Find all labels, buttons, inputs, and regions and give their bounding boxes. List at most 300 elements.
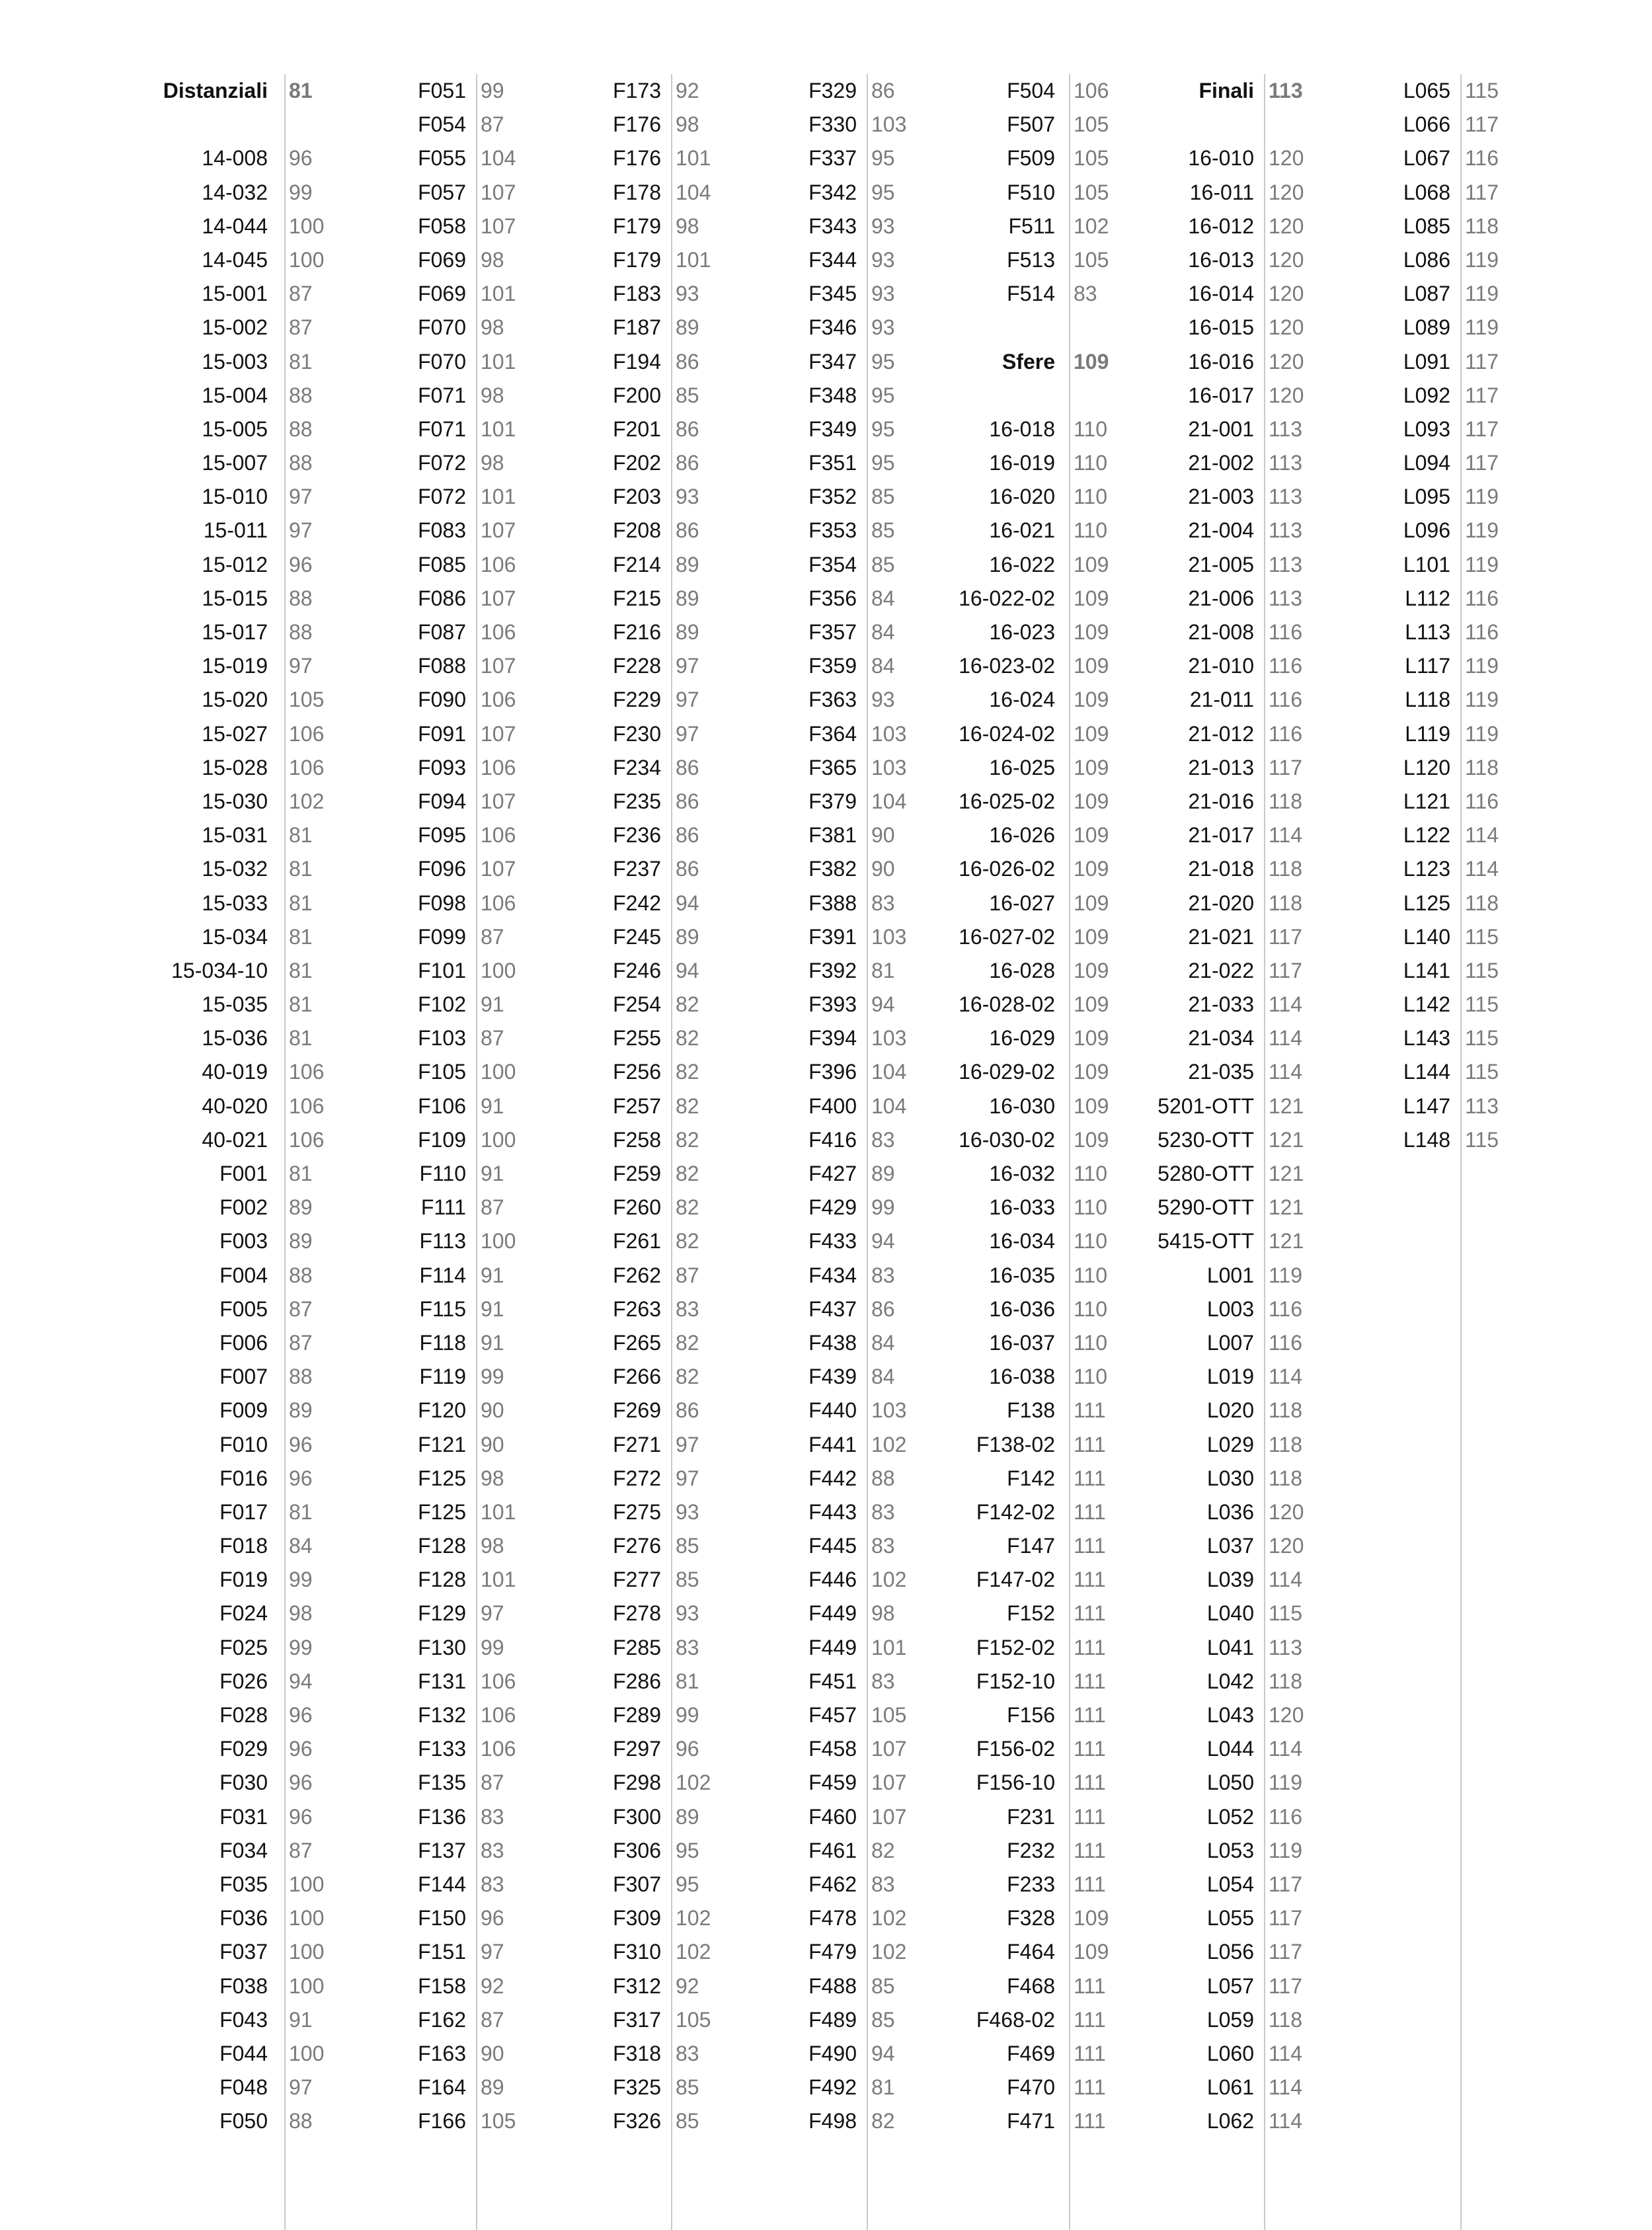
index-row xyxy=(0,1766,1396,1800)
page-number: 107 xyxy=(481,789,516,813)
page-number: 111 xyxy=(1074,2109,1106,2133)
item-code: F102 xyxy=(418,992,466,1017)
item-code: F286 xyxy=(613,1669,661,1693)
item-code: F125 xyxy=(418,1499,466,1524)
page-number: 109 xyxy=(1074,823,1109,848)
item-code: F337 xyxy=(808,146,857,171)
page-number: 83 xyxy=(481,1804,504,1829)
page-number: 116 xyxy=(1269,1330,1303,1355)
page-number: 97 xyxy=(481,1940,504,1964)
page-number: 94 xyxy=(676,891,699,915)
item-code: F017 xyxy=(219,1499,268,1524)
page-number: 109 xyxy=(1074,789,1109,813)
item-code: L044 xyxy=(1206,1737,1254,1761)
item-code: L117 xyxy=(1405,654,1450,678)
page-number: 109 xyxy=(1074,1060,1109,1084)
page-number: 87 xyxy=(481,1026,504,1051)
page-number: 109 xyxy=(1074,1094,1109,1118)
page-number: 117 xyxy=(1465,417,1499,441)
item-code: F098 xyxy=(418,891,466,915)
page-number: 82 xyxy=(676,1162,699,1185)
item-code: F353 xyxy=(808,518,857,543)
item-code: 14-008 xyxy=(202,146,268,171)
item-code: F131 xyxy=(418,1669,466,1693)
page-number: 102 xyxy=(871,1940,907,1964)
page-number: 99 xyxy=(289,1635,313,1659)
page-number: 81 xyxy=(289,924,313,949)
item-code: 16-030 xyxy=(989,1094,1055,1118)
page-number: 95 xyxy=(676,1872,699,1896)
page-number: 88 xyxy=(871,1466,895,1490)
page-number: 111 xyxy=(1074,2075,1106,2100)
item-code: L029 xyxy=(1206,1432,1254,1456)
page-number: 93 xyxy=(676,1499,699,1524)
item-code: F392 xyxy=(808,958,857,982)
index-row xyxy=(0,1495,1396,1529)
page-number: 121 xyxy=(1269,1195,1304,1220)
page-number: 110 xyxy=(1074,1365,1108,1389)
page-number: 92 xyxy=(676,79,699,102)
page-number: 111 xyxy=(1074,1771,1106,1795)
page-number: 96 xyxy=(289,1804,313,1829)
page-number: 111 xyxy=(1074,2007,1106,2032)
page-number: 89 xyxy=(289,1229,313,1254)
item-code: F069 xyxy=(418,247,466,272)
item-code: 15-017 xyxy=(202,620,268,644)
page-number: 114 xyxy=(1269,1026,1303,1051)
item-code: L118 xyxy=(1405,688,1450,712)
page-number: 104 xyxy=(676,180,711,204)
item-code: F093 xyxy=(418,755,466,779)
index-row xyxy=(0,176,1593,210)
item-code: L123 xyxy=(1403,857,1450,881)
item-code: F176 xyxy=(613,112,661,137)
item-code: F513 xyxy=(1007,247,1055,272)
page-number: 90 xyxy=(481,2041,504,2065)
page-number: 85 xyxy=(676,2075,699,2100)
page-number: 101 xyxy=(481,1499,516,1524)
page-number: 115 xyxy=(1465,992,1499,1017)
page-number: 110 xyxy=(1074,451,1108,475)
page-number: 116 xyxy=(1269,1804,1303,1829)
page-number: 101 xyxy=(871,1635,907,1659)
item-code: F034 xyxy=(219,1838,268,1862)
item-code: 15-005 xyxy=(202,417,268,441)
item-code: 21-010 xyxy=(1188,654,1254,678)
page-number: 82 xyxy=(676,1026,699,1051)
page-number: 114 xyxy=(1269,2109,1303,2133)
index-row xyxy=(0,818,1593,852)
page-number: 107 xyxy=(481,654,516,678)
index-row xyxy=(0,1698,1396,1732)
page-number: 104 xyxy=(871,1060,907,1084)
page-number: 109 xyxy=(1074,1940,1109,1964)
item-code: F009 xyxy=(219,1398,268,1423)
page-number: 92 xyxy=(676,1973,699,1998)
item-code: 16-024-02 xyxy=(959,721,1055,746)
item-code: F356 xyxy=(808,586,857,610)
page-number: 109 xyxy=(1074,1127,1109,1152)
page-number: 116 xyxy=(1465,146,1499,171)
item-code: L122 xyxy=(1403,823,1450,848)
index-row xyxy=(0,852,1593,886)
item-code: F469 xyxy=(1007,2041,1055,2065)
item-code: 15-011 xyxy=(203,518,268,543)
page-number: 84 xyxy=(871,1330,895,1355)
page-number: 88 xyxy=(289,417,313,441)
page-number: 93 xyxy=(871,688,895,712)
item-code: L148 xyxy=(1403,1127,1450,1152)
item-code: F429 xyxy=(808,1195,857,1220)
page-number: 106 xyxy=(481,1669,516,1693)
page-number: 116 xyxy=(1465,789,1499,813)
item-code: L093 xyxy=(1403,417,1450,441)
item-code: F156 xyxy=(1007,1703,1055,1727)
item-code: F328 xyxy=(1007,1906,1055,1931)
item-code: L067 xyxy=(1403,146,1450,171)
page-number: 91 xyxy=(481,992,504,1017)
item-code: F130 xyxy=(418,1635,466,1659)
index-row xyxy=(0,1935,1396,1969)
item-code: 5415-OTT xyxy=(1158,1229,1254,1254)
page-number: 81 xyxy=(289,992,313,1017)
item-code: F325 xyxy=(613,2075,661,2100)
page-number: 106 xyxy=(481,823,516,848)
item-code: F113 xyxy=(419,1229,466,1254)
item-code: 15-036 xyxy=(202,1026,268,1051)
page-number: 103 xyxy=(871,721,907,746)
item-code: L089 xyxy=(1403,315,1450,340)
item-code: F351 xyxy=(808,451,857,475)
item-code: F276 xyxy=(613,1534,661,1558)
item-code: F142-02 xyxy=(976,1499,1055,1524)
item-code: F050 xyxy=(219,2109,268,2133)
item-code: L054 xyxy=(1206,1872,1254,1896)
index-row xyxy=(0,1021,1593,1055)
page-number: 120 xyxy=(1269,1534,1304,1558)
page-number: 118 xyxy=(1465,214,1499,238)
page-number: 100 xyxy=(481,1127,516,1152)
page-number: 113 xyxy=(1269,451,1303,475)
index-row xyxy=(0,2071,1396,2104)
page-number: 117 xyxy=(1465,383,1499,407)
page-number: 109 xyxy=(1074,654,1109,678)
page-number: 118 xyxy=(1269,789,1303,813)
item-code: 16-022 xyxy=(989,552,1055,577)
page-number: 83 xyxy=(1074,282,1097,306)
item-code: F163 xyxy=(418,2041,466,2065)
index-row xyxy=(0,1224,1396,1258)
item-code: F202 xyxy=(613,451,661,475)
item-code: F083 xyxy=(418,518,466,543)
item-code: F256 xyxy=(613,1060,661,1084)
item-code: 16-027-02 xyxy=(959,924,1055,949)
item-code: L125 xyxy=(1403,891,1450,915)
item-code: F307 xyxy=(613,1872,661,1896)
item-code: 21-035 xyxy=(1188,1060,1254,1084)
item-code: L085 xyxy=(1403,214,1450,238)
page-number: 99 xyxy=(871,1195,895,1220)
item-code: F096 xyxy=(418,857,466,881)
page-number: 93 xyxy=(676,1601,699,1626)
page-number: 102 xyxy=(676,1906,711,1931)
page-number: 99 xyxy=(289,1568,313,1592)
item-code: F449 xyxy=(808,1601,857,1626)
index-row xyxy=(0,548,1593,582)
item-code: F003 xyxy=(219,1229,268,1254)
page-number: 85 xyxy=(871,2007,895,2032)
page-number: 84 xyxy=(871,620,895,644)
page-number: 113 xyxy=(1269,518,1303,543)
item-code: F069 xyxy=(418,282,466,306)
page-number: 81 xyxy=(289,958,313,982)
page-number: 82 xyxy=(676,1060,699,1084)
page-number: 121 xyxy=(1269,1162,1304,1185)
item-code: F128 xyxy=(418,1568,466,1592)
item-code: F187 xyxy=(613,315,661,340)
item-code: 16-010 xyxy=(1188,146,1254,171)
page-number: 89 xyxy=(289,1195,313,1220)
item-code: F451 xyxy=(808,1669,857,1693)
item-code: F464 xyxy=(1007,1940,1055,1964)
item-code: L144 xyxy=(1403,1060,1450,1084)
item-code: F043 xyxy=(219,2007,268,2032)
page-number: 96 xyxy=(289,1737,313,1761)
item-code: F354 xyxy=(808,552,857,577)
page-number: 97 xyxy=(289,2075,313,2100)
item-code: F106 xyxy=(418,1094,466,1118)
page-number: 100 xyxy=(289,214,325,238)
page-number: 107 xyxy=(481,214,516,238)
page-number: 109 xyxy=(1074,755,1109,779)
item-code: L060 xyxy=(1206,2041,1254,2065)
page-number: 81 xyxy=(871,2075,895,2100)
item-code: L050 xyxy=(1206,1771,1254,1795)
page-number: 82 xyxy=(676,1229,699,1254)
item-code: F044 xyxy=(219,2041,268,2065)
page-number: 111 xyxy=(1074,1669,1106,1693)
page-number: 98 xyxy=(676,214,699,238)
page-number: 91 xyxy=(481,1296,504,1321)
page-number: 101 xyxy=(481,349,516,374)
page-number: 114 xyxy=(1269,823,1303,848)
item-code: F128 xyxy=(418,1534,466,1558)
item-code: 15-007 xyxy=(202,451,268,475)
page-number: 83 xyxy=(676,2041,699,2065)
item-code: F183 xyxy=(613,282,661,306)
item-code: L142 xyxy=(1403,992,1450,1017)
page-number: 119 xyxy=(1465,485,1499,509)
page-number: 82 xyxy=(871,1838,895,1862)
item-code: F440 xyxy=(808,1398,857,1423)
item-code: F138 xyxy=(1007,1398,1055,1423)
page-number: 96 xyxy=(676,1737,699,1761)
item-code: F025 xyxy=(219,1635,268,1659)
item-code: F057 xyxy=(418,180,466,204)
item-code: F449 xyxy=(808,1635,857,1659)
page-number: 121 xyxy=(1269,1127,1304,1152)
index-row xyxy=(0,751,1593,785)
item-code: F019 xyxy=(219,1568,268,1592)
page-number: 114 xyxy=(1269,2041,1303,2065)
page-number: 97 xyxy=(676,1466,699,1490)
page-number: 87 xyxy=(481,1195,504,1220)
page-number: 99 xyxy=(289,180,313,204)
item-code: L066 xyxy=(1403,112,1450,137)
item-code: L052 xyxy=(1206,1804,1254,1829)
page-number: 117 xyxy=(1269,924,1303,949)
page-number: 115 xyxy=(1465,958,1499,982)
index-row xyxy=(0,108,1593,141)
item-code: 16-025-02 xyxy=(959,789,1055,813)
page-number: 82 xyxy=(871,2109,895,2133)
page-number: 97 xyxy=(289,518,313,543)
item-code: L147 xyxy=(1403,1094,1450,1118)
page-number: 117 xyxy=(1465,349,1499,374)
page-number: 81 xyxy=(289,1499,313,1524)
item-code: F345 xyxy=(808,282,857,306)
page-number: 111 xyxy=(1074,1398,1106,1423)
item-code: 16-036 xyxy=(989,1296,1055,1321)
page-number: 88 xyxy=(289,586,313,610)
page-number: 85 xyxy=(676,1534,699,1558)
index-row xyxy=(0,2037,1396,2071)
item-code: F260 xyxy=(613,1195,661,1220)
item-code: L096 xyxy=(1403,518,1450,543)
index-row xyxy=(0,1055,1593,1089)
page-number: 84 xyxy=(871,586,895,610)
page-number: 87 xyxy=(289,282,313,306)
page-number: 99 xyxy=(676,1703,699,1727)
item-code: F462 xyxy=(808,1872,857,1896)
page-number: 116 xyxy=(1465,586,1499,610)
item-code: F400 xyxy=(808,1094,857,1118)
page-number: 115 xyxy=(1269,1601,1303,1626)
item-code: F382 xyxy=(808,857,857,881)
page-number: 106 xyxy=(481,688,516,712)
page-number: 120 xyxy=(1269,1499,1304,1524)
item-code: F388 xyxy=(808,891,857,915)
page-number: 98 xyxy=(481,1534,504,1558)
item-code: 14-045 xyxy=(202,247,268,272)
index-row xyxy=(0,1901,1396,1935)
page-number: 101 xyxy=(481,1568,516,1592)
page-number: 106 xyxy=(481,755,516,779)
page-number: 113 xyxy=(1465,1094,1499,1118)
page-number: 119 xyxy=(1269,1263,1303,1287)
page-number: 103 xyxy=(871,755,907,779)
item-code: F071 xyxy=(418,383,466,407)
page-number: 100 xyxy=(481,1229,516,1254)
item-code: F103 xyxy=(418,1026,466,1051)
index-row xyxy=(0,616,1593,649)
index-row xyxy=(0,1800,1396,1834)
item-code: 16-017 xyxy=(1188,383,1254,407)
page-number: 87 xyxy=(481,2007,504,2032)
page-number: 95 xyxy=(871,349,895,374)
page-number: 89 xyxy=(676,586,699,610)
item-code: F278 xyxy=(613,1601,661,1626)
index-row xyxy=(0,887,1593,920)
page-number: 94 xyxy=(871,992,895,1017)
index-row xyxy=(0,683,1593,717)
item-code: F151 xyxy=(418,1940,466,1964)
index-row xyxy=(0,74,1593,108)
item-code: F359 xyxy=(808,654,857,678)
index-row xyxy=(0,1970,1396,2003)
page-number: 119 xyxy=(1465,654,1499,678)
page-number: 115 xyxy=(1465,1060,1499,1084)
item-code: F343 xyxy=(808,214,857,238)
page-number: 116 xyxy=(1269,721,1303,746)
item-code: L113 xyxy=(1405,620,1450,644)
item-code: L092 xyxy=(1403,383,1450,407)
page-number: 115 xyxy=(1465,1127,1499,1152)
item-code: F298 xyxy=(613,1771,661,1795)
page-number: 120 xyxy=(1269,282,1304,306)
page-number: 100 xyxy=(289,247,325,272)
item-code: 16-014 xyxy=(1188,282,1254,306)
item-code: F393 xyxy=(808,992,857,1017)
item-code: 16-027 xyxy=(989,891,1055,915)
index-row xyxy=(0,446,1593,480)
item-code: F026 xyxy=(219,1669,268,1693)
page-number: 106 xyxy=(289,721,325,746)
item-code: F164 xyxy=(418,2075,466,2100)
item-code: F228 xyxy=(613,654,661,678)
item-code: F166 xyxy=(418,2109,466,2133)
page-number: 109 xyxy=(1074,586,1109,610)
item-code: L043 xyxy=(1206,1703,1254,1727)
item-code: F016 xyxy=(219,1466,268,1490)
item-code: F058 xyxy=(418,214,466,238)
item-code: F235 xyxy=(613,789,661,813)
page-number: 97 xyxy=(676,721,699,746)
page-number: 87 xyxy=(289,1330,313,1355)
item-code: 15-012 xyxy=(202,552,268,577)
item-code: 16-029-02 xyxy=(959,1060,1055,1084)
page-number: 109 xyxy=(1074,924,1109,949)
item-code: F269 xyxy=(613,1398,661,1423)
page-number: 91 xyxy=(481,1330,504,1355)
item-code: 21-018 xyxy=(1188,857,1254,881)
item-code: 16-013 xyxy=(1188,247,1254,272)
item-code: L003 xyxy=(1206,1296,1254,1321)
item-code: F347 xyxy=(808,349,857,374)
item-code: F310 xyxy=(613,1940,661,1964)
item-code: F055 xyxy=(418,146,466,171)
index-row xyxy=(0,1597,1396,1630)
item-code: 16-034 xyxy=(989,1229,1055,1254)
item-code: 16-024 xyxy=(989,688,1055,712)
item-code: 21-001 xyxy=(1188,417,1254,441)
page-number: 95 xyxy=(871,417,895,441)
item-code: 14-032 xyxy=(202,180,268,204)
page-number: 105 xyxy=(676,2007,711,2032)
page-number: 95 xyxy=(871,146,895,171)
item-code: F342 xyxy=(808,180,857,204)
page-number: 87 xyxy=(289,1838,313,1862)
page-number: 102 xyxy=(871,1432,907,1456)
item-code: 15-002 xyxy=(202,315,268,340)
page-number: 81 xyxy=(289,891,313,915)
item-code: F468-02 xyxy=(976,2007,1055,2032)
page-number: 87 xyxy=(676,1263,699,1287)
item-code: F262 xyxy=(613,1263,661,1287)
item-code: L121 xyxy=(1403,789,1450,813)
section-page-number: 109 xyxy=(1074,349,1109,374)
page-number: 95 xyxy=(871,180,895,204)
